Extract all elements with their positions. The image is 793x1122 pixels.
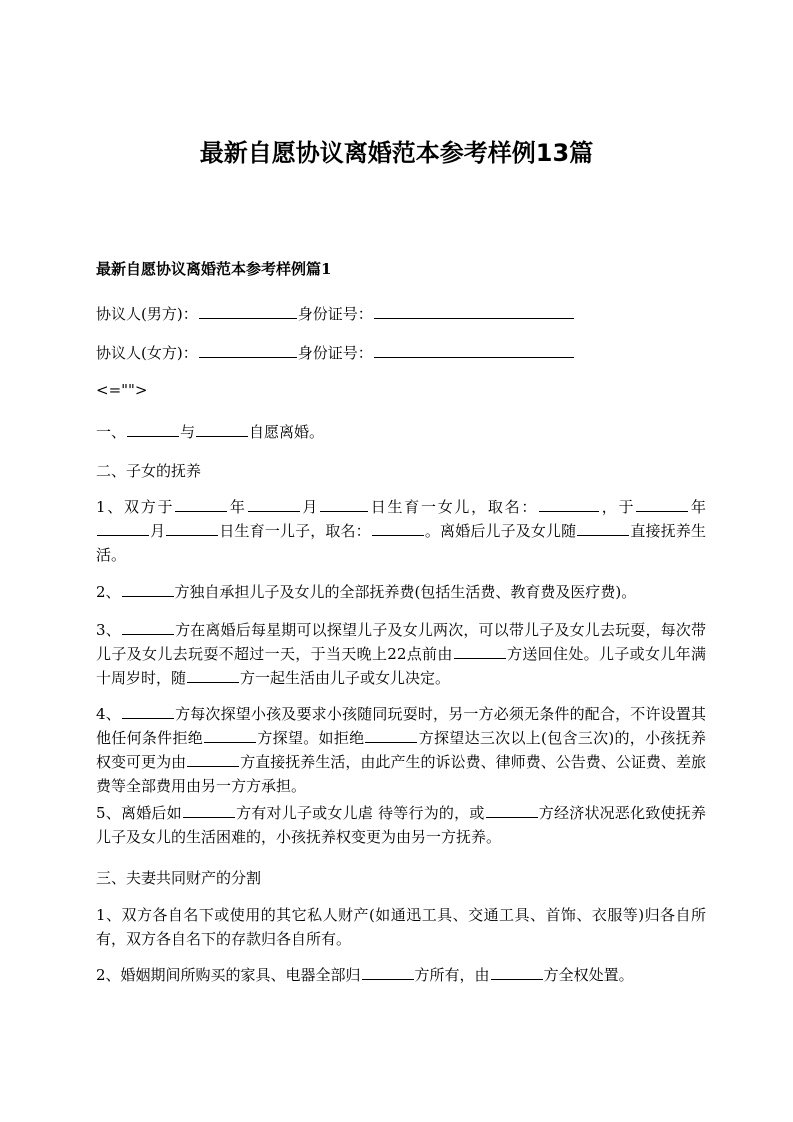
blank-field: [372, 520, 424, 536]
clause-children-2: 2、 方独自承担儿子及女儿的全部抚养费(包括生活费、教育费及医疗费)。: [96, 583, 637, 601]
blank-field: [486, 802, 538, 818]
blank-field: [539, 496, 599, 512]
id-label: 身份证号：: [297, 344, 373, 362]
blank-field: [199, 342, 297, 358]
heading-children: 二、子女的抚养: [96, 462, 202, 480]
clause-children-1: 1、双方于 年 月 日生育一女儿，取名： ，于 年月 日生育一儿子，取名： 。离婚后儿子及女儿随 直接抚养生活。: [96, 498, 706, 564]
blank-field: [577, 520, 629, 536]
blank-field: [199, 303, 297, 319]
blank-field: [374, 303, 574, 319]
id-label: 身份证号：: [297, 305, 373, 323]
clause-children-3: 3、 方在离婚后每星期可以探望儿子及女儿两次，可以带儿子及女儿去玩耍，每次带儿子及女儿去玩耍不超过一天，于当天晚上22点前由 方送回住处。儿子或女儿年满十周岁时，随 方一起生活由儿子或女儿决定。: [96, 621, 706, 687]
party-female-line: [96, 342, 706, 364]
blank-field: [175, 496, 227, 512]
blank-field: [187, 667, 239, 683]
blank-field: [204, 727, 256, 743]
heading-property: 三、夫妻共同财产的分割: [96, 869, 262, 887]
blank-field: [97, 520, 149, 536]
blank-field: [183, 802, 235, 818]
blank-field: [122, 581, 174, 597]
blank-field: [166, 520, 218, 536]
blank-field: [454, 643, 506, 659]
blank-field: [374, 342, 574, 358]
blank-field: [122, 619, 174, 635]
blank-field: [320, 496, 368, 512]
clause-children-4: 4、 方每次探望小孩及要求小孩随同玩耍时，另一方必须无条件的配合，不许设置其他任何条件拒绝 方探望。如拒绝 方探望达三次以上(包含三次)的，小孩抚养权变可更为由 方直接抚养生活，由此产生的诉讼费、律师费、公告费、公证费、差旅费等全部费用由另一方方承担。: [96, 705, 706, 795]
blank-field: [127, 421, 179, 437]
document-title: 最新自愿协议离婚范本参考样例13篇: [199, 139, 594, 167]
stray-text: <="">: [96, 381, 148, 399]
blank-field: [636, 496, 688, 512]
party-male-line: [96, 303, 706, 325]
blank-field: [362, 964, 414, 980]
section-heading: 最新自愿协议离婚范本参考样例篇1: [96, 260, 332, 278]
blank-field: [248, 496, 300, 512]
blank-field: [491, 964, 543, 980]
clause-children-5: 5、离婚后如 方有对儿子或女儿虐 待等行为的，或 方经济状况恶化致使抚养儿子及女儿的生活困难的，小孩抚养权变更为由另一方抚养。: [96, 804, 706, 846]
blank-field: [196, 421, 248, 437]
clause-property-2: 2、婚姻期间所购买的家具、电器全部归 方所有，由 方全权处置。: [96, 966, 634, 984]
blank-field: [187, 751, 239, 767]
clause-property-1: 1、双方各自名下或使用的其它私人财产(如通迅工具、交通工具、首饰、衣服等)归各自所有，双方各自名下的存款归各自所有。: [96, 906, 706, 948]
party-female-label: 协议人(女方)：: [96, 344, 198, 362]
clause-intro: 一、 与 自愿离婚。: [96, 423, 325, 441]
blank-field: [122, 703, 174, 719]
blank-field: [365, 727, 417, 743]
party-male-label: 协议人(男方)：: [96, 305, 198, 323]
